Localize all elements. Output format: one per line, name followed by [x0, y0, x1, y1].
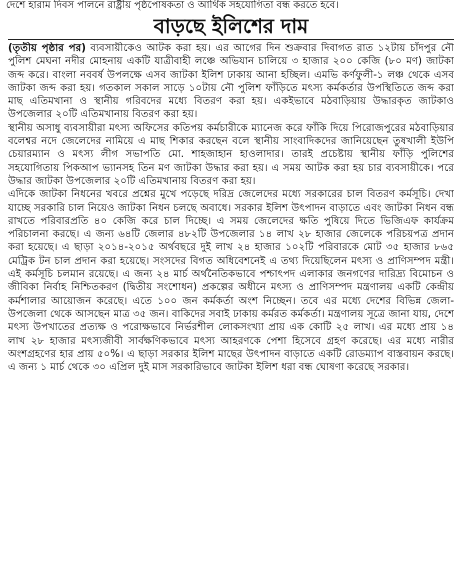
previous-article-last-line: দেশে হারাম দিবস পালনে রাষ্ট্রীয় পৃষ্ঠপোষকতা ও আর্থিক সহযোগিতা বন্ধ করতে হবে।	[6, 0, 339, 11]
article-headline: বাড়ছে ইলিশের দাম	[153, 14, 309, 38]
article-paragraph-1	[8, 42, 454, 122]
continued-from-label: (তৃতীয় পৃষ্ঠার পর)	[8, 43, 86, 54]
headline-divider	[8, 39, 454, 40]
article-paragraph-3: এদিকে জাটকা নিধনের খবরে প্রশ্নের মুখে পড়েছে দরিদ্র জেলেদের মধ্যে সরকারের চাল বিতরণ কর্মসূচি। দেখা যাচ্ছে সরকারি চাল নিয়েও জাটকা নিধন চলছে অবাধে। সরকার ইলিশ উৎপাদন বাড়াতে এবং জাটকা নিধন বন্ধ রাখতে পরিবারপ্রতি ৪০ কেজি করে চাল দিচ্ছে। এ সময় জেলেদের ক্ষতি পুষিয়ে দিতে ভিজিএফ কার্যক্রম পরিচালনা করছে। এ জন্য ৬৪টি জেলার ৪৮২টি উপজেলার ১৪ লাখ ২৮ হাজার জেলেকে পরিচয়পত্র প্রদান করা হয়েছে। এ ছাড়া ২০১৪-২০১৫ অর্থবছরে দুই লাখ ২৪ হাজার ১০২টি পরিবারকে মোট ৩৫ হাজার ৮৬৫ মেট্রিক টন চাল প্রদান করা হয়েছে। সংসদের বিগত অধিবেশনেই এ তথ্য দিয়েছিলেন মৎস্য ও প্রাণিসম্পদ মন্ত্রী। এই কর্মসূচি চলমান রয়েছে। এ জন্য ২৪ মার্চ অর্থনৈতিকভাবে পশ্চাৎপদ এলাকার জনগণের দারিদ্র্য বিমোচন ও জীবিকা নির্বাহ নিশ্চিতকরণ (দ্বিতীয় সংশোধন) প্রকল্পের অধীনে মৎস্য ও প্রাণিসম্পদ মন্ত্রণালয় একটি কেন্দ্রীয় কর্মশালার আয়োজন করেছে। এতে ১০০ জন কর্মকর্তা অংশ নিচ্ছেন। তবে এর মধ্যে দেশের বিভিন্ন জেলা-উপজেলা থেকে আসছেন মাত্র ৩৫ জন। বাকিদের সবাই ঢাকায় কর্মরত কর্মকর্তা। মন্ত্রণালয় সূত্রে জানা যায়, দেশে মৎস্য উপখাতের প্রত্যক্ষ ও পরোক্ষভাবে নির্ভরশীল লোকসংখ্যা প্রায় এক কোটি ২৫ লাখ। এর মধ্যে প্রায় ১৪ লাখ ২৮ হাজার মৎস্যজীবী সার্বক্ষণিকভাবে মৎস্য আহরণকে পেশা হিসেবে গ্রহণ করেছে। এর মধ্যে নারীর অংশগ্রহণের হার প্রায় ৫০%। এ ছাড়া সরকার ইলিশ মাছের উৎপাদন বাড়াতে একটি রোডম্যাপ বাস্তবায়ন করছে। এ জন্য ১ মার্চ থেকে ৩০ এপ্রিল দুই মাস সরকারিভাবে জাটকা ইলিশ ধরা বন্ধ ঘোষণা করেছে সরকার।	[8, 189, 454, 374]
article-body	[8, 42, 454, 574]
article-paragraph-2: স্থানীয় অসাধু ব্যবসায়ীরা মৎস্য অফিসের কতিপয় কর্মচারীকে ম্যানেজ করে ফাঁকি দিয়ে পিরোজপুরের মঠবাড়িয়ার বলেশ্বর নদে জেলেদের নামিয়ে এ মাছ শিকার করছেন বলে স্থানীয় সাংবাদিকদের জানিয়েছেন তুষখালী ইউপি চেয়ারম্যান ও মৎস্য লীগ সভাপতি মো. শাহজাহান হাওলাদার। তারই প্রচেষ্টায় স্থানীয় ফাঁড়ি পুলিশের সহযোগিতায় পিকআপ ভ্যানসহ তিন মণ জাটকা উদ্ধার করা হয়। এ সময় আটক করা হয় চার ব্যবসায়ীকে। পরে উদ্ধার জাটকা উপজেলার ২০টি এতিমখানায় বিতরণ করা হয়।	[8, 122, 454, 187]
paragraph-1-text: ব্যবসায়ীকেও আটক করা হয়। এর আগের দিন শুক্রবার দিবাগত রাত ১২টায় চাঁদপুর নৌ পুলিশ মেঘনা নদীর মোহনায় একটি যাত্রীবাহী লঞ্চে অভিযান চালিয়ে ৩ হাজার ২০০ কেজি (৮০ মণ) জাটকা জব্দ করে। বাংলা নববর্ষ উপলক্ষে এসব জাটকা ইলিশ ঢাকায় আনা হচ্ছিল। এমভি কর্ণফুলী-১ লঞ্চ থেকে এসব জাটকা জব্দ করা হয়। গতকাল সকাল সাড়ে ১০টায় নৌ পুলিশ ফাঁড়িতে মৎস্য কর্মকর্তার উপস্থিতিতে জব্দ করা মাছ এতিমখানা ও স্থানীয় গরিবদের মধ্যে বিতরণ করা হয়। একইভাবে মঠবাড়িয়ায় উদ্ধারকৃত জাটকাও উপজেলার ২০টি এতিমখানায় বিতরণ করা হয়।	[8, 43, 454, 121]
